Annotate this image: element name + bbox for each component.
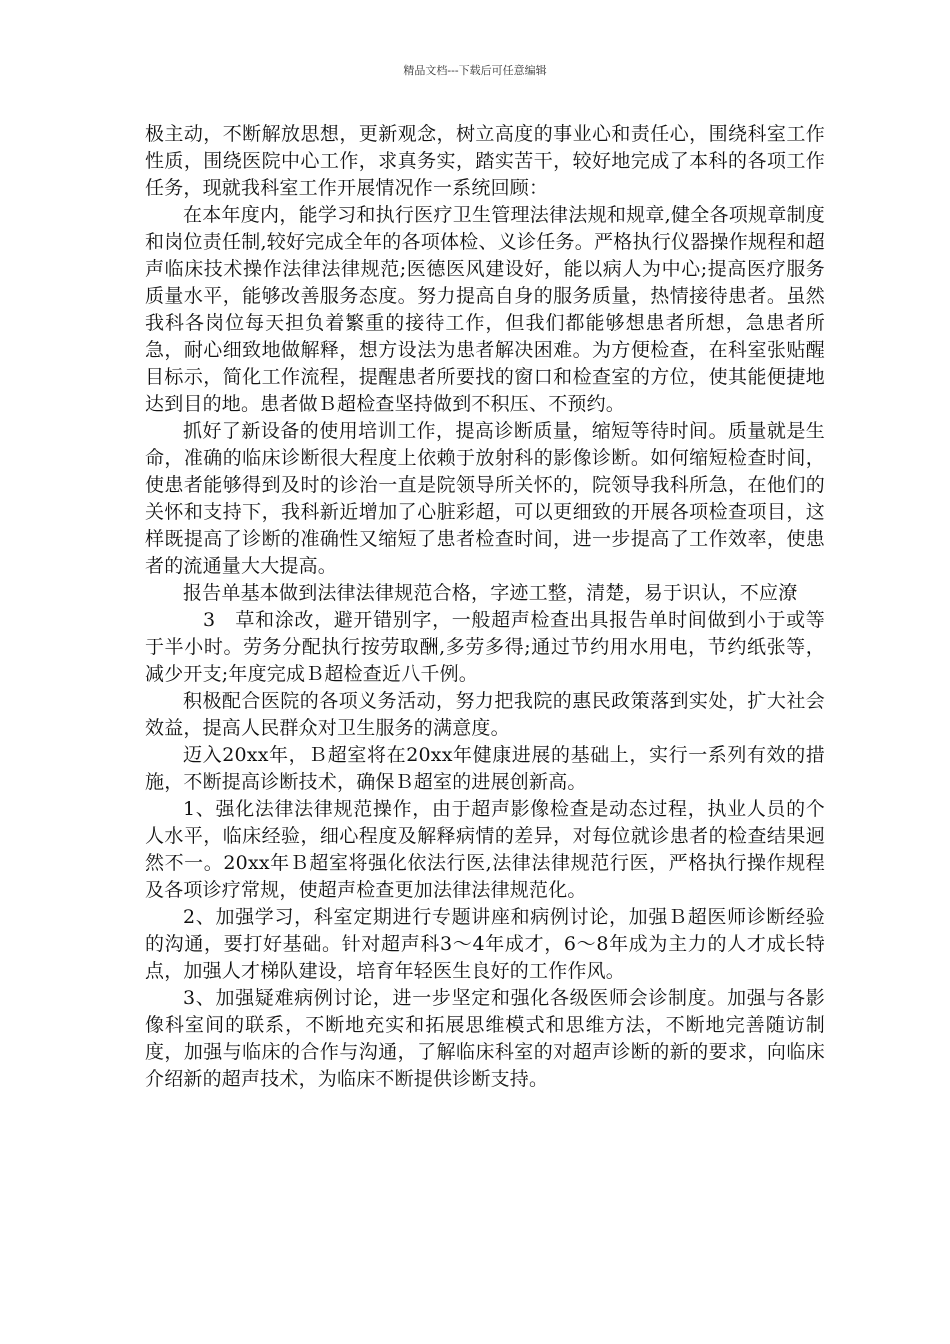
page-header: 精品文档---下载后可任意编辑 [403,64,547,77]
paragraph-equipment: 抓好了新设备的使用培训工作，提高诊断质量，缩短等待时间。质量就是生命，准确的临床诊断很大程度上依赖于放射科的影像诊断。如何缩短检查时间，使患者能够得到及时的诊治一直是院领导所关怀的，院领导我科所急，在他们的关怀和支持下，我科新近增加了心脏彩超，可以更细致的开展各项检查项目，这样既提高了诊断的准确性又缩短了患者检查时间，进一步提高了工作效率，使患者的流通量大大提高。 [145,420,825,577]
document-body [145,121,825,1093]
paragraph-plan-3: 3、加强疑难病例讨论，进一步坚定和强化各级医师会诊制度。加强与各影像科室间的联系，不断地充实和拓展思维模式和思维方法，不断地完善随访制度，加强与临床的合作与沟通，了解临床科室的对超声诊断的新的要求，向临床介绍新的超声技术，为临床不断提供诊断支持。 [145,987,825,1090]
paragraph-intro: 极主动，不断解放思想，更新观念，树立高度的事业心和责任心，围绕科室工作性质，围绕医院中心工作，求真务实，踏实苦干，较好地完成了本科的各项工作任务，现就我科室工作开展情况作一系统回顾： [145,123,825,199]
paragraph-next-year: 迈入20xx年，Ｂ超室将在20xx年健康进展的基础上，实行一系列有效的措施，不断提高诊断技术，确保Ｂ超室的进展创新高。 [145,744,825,793]
paragraph-plan-1: 1、强化法律法律规范操作，由于超声影像检查是动态过程，执业人员的个人水平，临床经验，细心程度及解释病情的差异，对每位就诊患者的检查结果迥然不一。20xx年Ｂ超室将强化依法行医,法律法律规范行医，严格执行操作规程及各项诊疗常规，使超声检查更加法律法律规范化。 [145,798,825,901]
paragraph-public-service: 积极配合医院的各项义务活动，努力把我院的惠民政策落到实处，扩大社会效益，提高人民群众对卫生服务的满意度。 [145,690,825,739]
paragraph-report: 报告单基本做到法律法律规范合格，字迹工整，清楚，易于识认，不应潦 [183,582,798,604]
paragraph-plan-2: 2、加强学习，科室定期进行专题讲座和病例讨论，加强Ｂ超医师诊断经验的沟通，要打好基础。针对超声科3～4年成才，6～8年成为主力的人才成长特点，加强人才梯队建设，培育年轻医生良好的工作作风。 [145,906,825,982]
paragraph-regulations: 在本年度内，能学习和执行医疗卫生管理法律法规和规章,健全各项规章制度和岗位责任制,较好完成全年的各项体检、义诊任务。严格执行仪器操作规程和超声临床技术操作法律法律规范;医德医风建设好，能以病人为中心;提高医疗服务质量水平，能够改善服务态度。努力提高自身的服务质量，热情接待患者。虽然我科各岗位每天担负着繁重的接待工作，但我们都能够想患者所想，急患者所急，耐心细致地做解释，想方设法为患者解决困难。为方便检查，在科室张贴醒目标示，简化工作流程，提醒患者所要找的窗口和检查室的方位，使其能便捷地达到目的地。患者做Ｂ超检查坚持做到不积压、不预约。 [145,204,825,415]
paragraph-report-continued: 3 草和涂改，避开错别字，一般超声检查出具报告单时间做到小于或等于半小时。劳务分配执行按劳取酬,多劳多得;通过节约用水用电，节约纸张等，减少开支;年度完成Ｂ超检查近八千例。 [145,609,825,685]
